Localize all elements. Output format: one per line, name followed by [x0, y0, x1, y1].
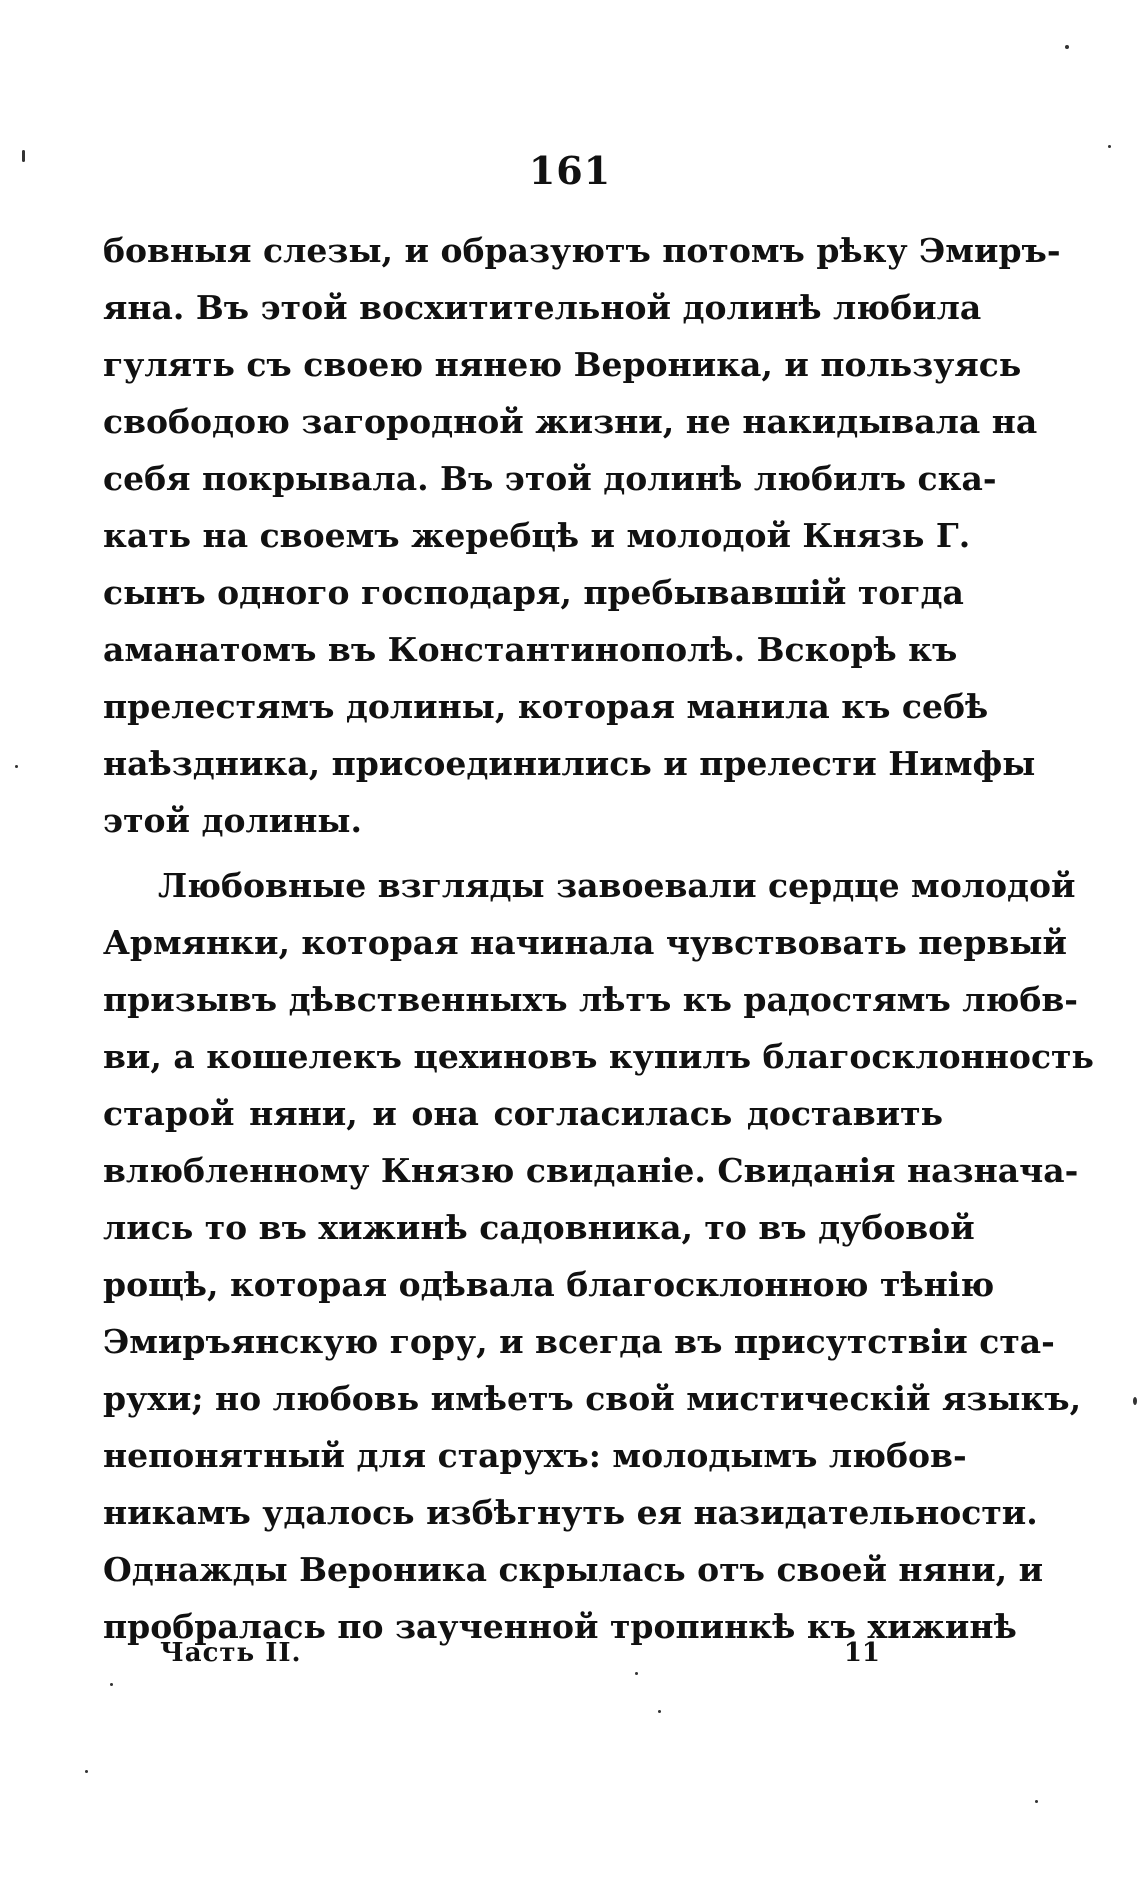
text-line: бовныя слезы, и образуютъ потомъ рѣку Эмиръ- [103, 231, 1061, 270]
text-line: сынъ одного господаря, пребывавшій тогда [103, 573, 964, 612]
body-text [103, 222, 1094, 1655]
scan-speck [1065, 45, 1069, 49]
text-line: ви, а кошелекъ цехиновъ купилъ благосклонность [103, 1037, 1094, 1076]
text-line: этой долины. [103, 801, 362, 840]
text-line: свободою загородной жизни, не накидывала на [103, 402, 1038, 441]
scan-speck [15, 765, 18, 768]
text-line: никамъ удалось избѣгнуть ея назидательности. [103, 1493, 1038, 1532]
scan-speck [1133, 1397, 1137, 1405]
text-line: Эмиръянскую гору, и всегда въ присутствіи ста- [103, 1322, 1055, 1361]
signature-mark: 11 [843, 1638, 880, 1668]
part-label: Часть II. [160, 1638, 302, 1668]
scan-speck [658, 1710, 661, 1713]
text-line: влюбленному Князю свиданіе. Свиданія назнача- [103, 1151, 1079, 1190]
page-number: 161 [528, 148, 612, 193]
text-line: лись то въ хижинѣ садовника, то въ дубовой [103, 1208, 975, 1247]
paragraph-2 [103, 857, 1094, 1655]
scan-speck [1035, 1800, 1038, 1803]
page-footer [160, 1638, 880, 1678]
scan-speck [1108, 145, 1111, 148]
text-line: прелестямъ долины, которая манила къ себѣ [103, 687, 989, 726]
text-line: гулять съ своею нянею Вероника, и пользуясь [103, 345, 1022, 384]
text-line: яна. Въ этой восхитительной долинѣ любила [103, 288, 982, 327]
text-line: рухи; но любовь имѣетъ свой мистическій языкъ, [103, 1379, 1082, 1418]
scan-speck [22, 150, 25, 162]
text-line: Однажды Вероника скрылась отъ своей няни, и [103, 1550, 1044, 1589]
text-line: наѣздника, присоединились и прелести Нимфы [103, 744, 1036, 783]
text-line: непонятный для старухъ: молодымъ любов- [103, 1436, 967, 1475]
text-line: рощѣ, которая одѣвала благосклонною тѣнію [103, 1265, 995, 1304]
text-line: кать на своемъ жеребцѣ и молодой Князь Г. [103, 516, 971, 555]
scan-speck [85, 1770, 88, 1773]
text-line: призывъ дѣвственныхъ лѣтъ къ радостямъ любв- [103, 980, 1078, 1019]
scan-speck [110, 1683, 113, 1686]
text-line: аманатомъ въ Константинополѣ. Вскорѣ къ [103, 630, 958, 669]
text-line: старой няни, и она согласилась доставить [103, 1094, 943, 1133]
scan-speck [635, 1672, 638, 1675]
text-line: Армянки, которая начинала чувствовать первый [103, 923, 1067, 962]
text-line: Любовные взгляды завоевали сердце молодой [158, 866, 1076, 905]
paragraph-1 [103, 222, 1061, 849]
text-line: пробралась по заученной тропинкѣ къ хижинѣ [103, 1607, 1017, 1646]
text-line: себя покрывала. Въ этой долинѣ любилъ ска- [103, 459, 997, 498]
